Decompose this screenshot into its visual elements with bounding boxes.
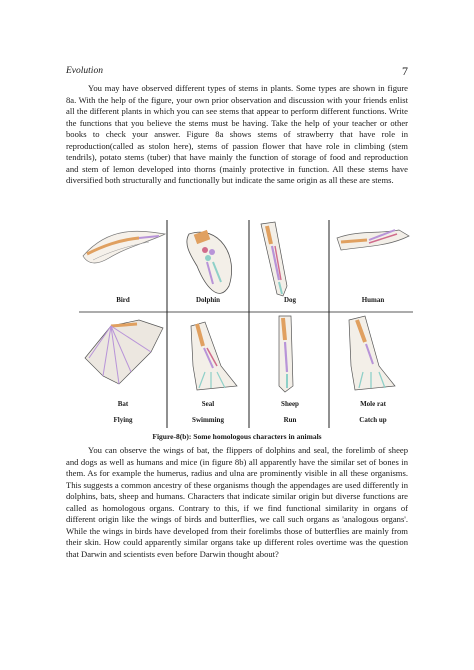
paragraph-stems: You may have observed different types of stems in plants. Some types are shown in figure 8a. With the help of the figure, your own prior observation and discussion with your friends enlist all the different plants in which you can see stems that appear to perform different functions. Write the functions that you believe the stems must be having. Take the help of your teacher or other books to check your answer. Figure 8a shows stems of strawberry that have role in reproduction(called as stolon here), stems of passion flower that have role in climbing (stem tendrils), potato stems (tuber) that have mainly the function of storage of food and reproduction and stem of lemon developed into thorns (mainly protective in function. All these stems have diversified both structurally and functionally but indicate the same origin as all these are stems. — [66, 83, 408, 185]
label-human: Human — [361, 296, 385, 304]
seal-flipper-drawing — [191, 322, 237, 390]
label-mole-rat: Mole rat — [360, 400, 386, 408]
label-bird: Bird — [116, 296, 130, 304]
bat-wing-drawing — [85, 320, 163, 384]
function-swimming: Swimming — [192, 416, 224, 424]
label-bat: Bat — [117, 400, 129, 408]
page-header — [66, 66, 408, 80]
label-dog: Dog — [283, 296, 297, 304]
function-flying: Flying — [113, 416, 133, 424]
chapter-title: Evolution — [66, 66, 103, 76]
label-sheep: Sheep — [281, 400, 299, 408]
sheep-leg-drawing — [279, 316, 293, 392]
human-arm-drawing — [337, 230, 409, 250]
bird-wing-drawing — [83, 231, 165, 263]
page-number: 7 — [402, 64, 408, 78]
function-catch-up: Catch up — [359, 416, 387, 424]
label-seal: Seal — [201, 400, 215, 408]
limb-illustrations — [79, 216, 413, 431]
homologous-organs-figure — [79, 216, 413, 431]
dog-leg-drawing — [261, 222, 287, 296]
function-run: Run — [283, 416, 297, 424]
paragraph-homologous: You can observe the wings of bat, the flippers of dolphins and seal, the forelimb of sheep and dogs as well as humans and mice (in figure 8b) all apparently have the similar set of bones in them. As for example the humerus, radius and ulna are prominently visible in all these organisms. This suggests a common ancestry of these organisms though the appendages are used differently in dolphins, bats, sheep and humans. Characters that indicate similar origin but diverse functions are called as homologous organs. Contrary to this, if we find functional similarity in organs of different origin like the wings of birds and butterflies, we call such organs as 'analogous organs'. While the wings in birds have developed from their forelimbs those of butterflies are mainly from their skin. How could apparently similar organs take up different roles overtime was the question that Darwin and scientists even before Darwin thought about? — [66, 445, 408, 559]
dolphin-flipper-drawing — [187, 230, 232, 293]
figure-caption: Figure-8(b): Some homologous characters in animals — [152, 432, 322, 441]
label-dolphin: Dolphin — [195, 296, 221, 304]
mole-rat-limb-drawing — [349, 316, 395, 390]
